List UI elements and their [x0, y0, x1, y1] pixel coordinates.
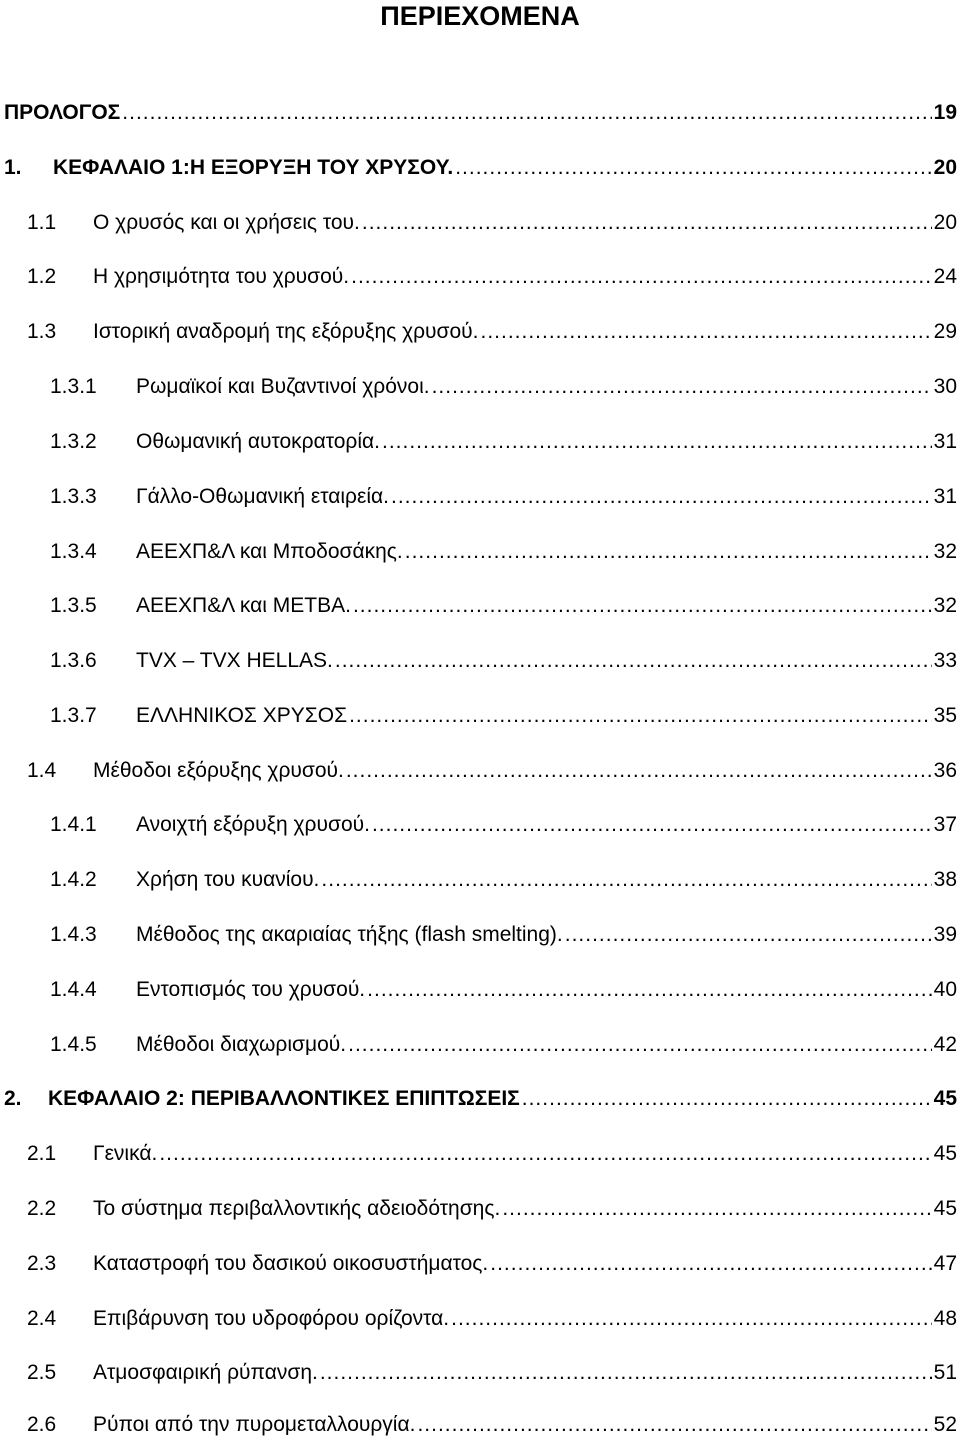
- toc-entry-chapter-1[interactable]: [4, 151, 957, 181]
- toc-entry-page: 31: [933, 430, 957, 453]
- toc-entry-page: 32: [933, 594, 957, 617]
- dot-leader: [346, 758, 932, 784]
- toc-entry-number: 1.3.1: [50, 375, 97, 398]
- toc-entry-page: 45: [933, 1087, 957, 1110]
- toc-entry-title: ΑΕΕΧΠ&Λ και ΜΕΤΒΑ.: [136, 594, 351, 617]
- dot-leader: [522, 1086, 932, 1112]
- toc-entry-title: TVX – TVX HELLAS.: [136, 649, 333, 672]
- toc-entry-page: 52: [933, 1413, 957, 1436]
- dot-leader: [351, 264, 932, 290]
- toc-entry-page: 40: [933, 978, 957, 1001]
- toc-entry-number: 2.: [4, 1087, 22, 1110]
- toc-entry-number: 1.2: [27, 265, 57, 288]
- toc-entry-2-6[interactable]: [27, 1408, 957, 1438]
- dot-leader: [455, 155, 931, 181]
- toc-entry-number: 2.4: [27, 1307, 57, 1330]
- toc-entry-page: 24: [933, 265, 957, 288]
- toc-entry-1-2[interactable]: [27, 260, 957, 290]
- toc-entry-chapter-2[interactable]: [4, 1082, 957, 1112]
- toc-entry-page: 38: [933, 868, 957, 891]
- toc-entry-2-3[interactable]: [27, 1247, 957, 1277]
- toc-entry-page: 20: [933, 211, 957, 234]
- toc-entry-title: Ρύποι από την πυρομεταλλουργία.: [93, 1413, 416, 1436]
- toc-entry-1-4-1[interactable]: [50, 808, 957, 838]
- toc-entry-1-1[interactable]: [27, 206, 957, 236]
- toc-entry-number: 1.3.5: [50, 594, 97, 617]
- toc-entry-number: 1.4.3: [50, 923, 97, 946]
- toc-entry-title: Το σύστημα περιβαλλοντικής αδειοδότησης.: [93, 1197, 501, 1220]
- toc-entry-title: Οθωμανική αυτοκρατορία.: [136, 430, 380, 453]
- toc-entry-title: Μέθοδος της ακαριαίας τήξης (flash smelting).: [136, 923, 563, 946]
- toc-entry-title: ΑΕΕΧΠ&Λ και Μποδοσάκης.: [136, 540, 403, 563]
- toc-entry-number: 1.4.1: [50, 813, 97, 836]
- dot-leader: [490, 1251, 931, 1277]
- toc-entry-page: 42: [933, 1033, 957, 1056]
- dot-leader: [432, 374, 932, 400]
- dot-leader: [405, 539, 932, 565]
- dot-leader: [451, 1306, 932, 1332]
- toc-entry-page: 51: [933, 1361, 957, 1384]
- toc-entry-number: 1.3.4: [50, 540, 97, 563]
- toc-entry-page: 32: [933, 540, 957, 563]
- toc-entry-title: Εντοπισμός του χρυσού.: [136, 978, 366, 1001]
- toc-entry-page: 45: [933, 1197, 957, 1220]
- toc-entry-title: ΕΛΛΗΝΙΚΟΣ ΧΡΥΣΟΣ: [136, 704, 348, 727]
- toc-entry-title: Καταστροφή του δασικού οικοσυστήματος.: [93, 1252, 489, 1275]
- toc-entry-title: ΚΕΦΑΛΑΙΟ 2: ΠΕΡΙΒΑΛΛΟΝΤΙΚΕΣ ΕΠΙΠΤΩΣΕΙΣ: [48, 1087, 520, 1110]
- toc-entry-title: Ανοιχτή εξόρυξη χρυσού.: [136, 813, 370, 836]
- toc-entry-title: Ρωμαϊκοί και Βυζαντινοί χρόνοι.: [136, 375, 430, 398]
- toc-entry-number: 1.3.6: [50, 649, 97, 672]
- toc-entry-number: 1.1: [27, 211, 57, 234]
- toc-entry-number: 1.3.7: [50, 704, 97, 727]
- toc-entry-1-3[interactable]: [27, 315, 957, 345]
- dot-leader: [417, 1412, 931, 1438]
- toc-entry-title: Μέθοδοι διαχωρισμού.: [136, 1033, 347, 1056]
- dot-leader: [362, 210, 932, 236]
- dot-leader: [367, 977, 931, 1003]
- toc-entry-page: 47: [933, 1252, 957, 1275]
- dot-leader: [391, 484, 932, 510]
- toc-entry-title: ΠΡΟΛΟΓΟΣ: [4, 101, 121, 124]
- toc-entry-2-2[interactable]: [27, 1192, 957, 1222]
- toc-entry-number: 1.4.4: [50, 978, 97, 1001]
- dot-leader: [349, 703, 932, 729]
- toc-entry-title: Χρήση του κυανίου.: [136, 868, 320, 891]
- toc-entry-page: 29: [933, 320, 957, 343]
- toc-entry-title: Ο χρυσός και οι χρήσεις του.: [93, 211, 360, 234]
- toc-entry-1-3-1[interactable]: [50, 370, 957, 400]
- toc-entry-number: 1.3.2: [50, 430, 97, 453]
- toc-entry-number: 1.: [4, 156, 22, 179]
- dot-leader: [372, 812, 932, 838]
- toc-entry-page: 19: [933, 101, 957, 124]
- dot-leader: [321, 867, 931, 893]
- toc-entry-page: 30: [933, 375, 957, 398]
- toc-entry-number: 2.2: [27, 1197, 57, 1220]
- toc-entry-1-4-2[interactable]: [50, 863, 957, 893]
- toc-entry-page: 33: [933, 649, 957, 672]
- dot-leader: [353, 593, 932, 619]
- page-title: ΠΕΡΙΕΧΟΜΕΝΑ: [380, 1, 580, 31]
- toc-entry-title: Γενικά.: [93, 1142, 158, 1165]
- toc-entry-number: 2.5: [27, 1361, 57, 1384]
- toc-entry-title: Ατμοσφαιρική ρύπανση.: [93, 1361, 318, 1384]
- dot-leader: [565, 922, 932, 948]
- toc-entry-1-3-5[interactable]: [50, 589, 957, 619]
- dot-leader: [159, 1141, 931, 1167]
- toc-entry-1-4-3[interactable]: [50, 918, 957, 948]
- toc-entry-2-1[interactable]: [27, 1137, 957, 1167]
- toc-entry-1-3-3[interactable]: [50, 480, 957, 510]
- toc-entry-title: Επιβάρυνση του υδροφόρου ορίζοντα.: [93, 1307, 450, 1330]
- toc-entry-number: 2.1: [27, 1142, 57, 1165]
- toc-entry-2-4[interactable]: [27, 1302, 957, 1332]
- toc-entry-title: ΚΕΦΑΛΑΙΟ 1:Η ΕΞΟΡΥΞΗ ΤΟΥ ΧΡΥΣΟΥ.: [53, 156, 454, 179]
- toc-entry-number: 1.4: [27, 759, 57, 782]
- toc-entry-page: 45: [933, 1142, 957, 1165]
- toc-entry-page: 35: [933, 704, 957, 727]
- toc-entry-1-4[interactable]: [27, 754, 957, 784]
- toc-entry-number: 2.6: [27, 1413, 57, 1436]
- toc-entry-title: Γάλλο-Οθωμανική εταιρεία.: [136, 485, 390, 508]
- toc-entry-page: 48: [933, 1307, 957, 1330]
- toc-entry-page: 39: [933, 923, 957, 946]
- dot-leader: [481, 319, 932, 345]
- toc-entry-prologue[interactable]: [4, 96, 957, 126]
- toc-entry-page: 36: [933, 759, 957, 782]
- dot-leader: [335, 648, 932, 674]
- toc-entry-title: Ιστορική αναδρομή της εξόρυξης χρυσού.: [93, 320, 479, 343]
- dot-leader: [382, 429, 932, 455]
- toc-entry-1-4-4[interactable]: [50, 973, 957, 1003]
- toc-entry-title: Μέθοδοι εξόρυξης χρυσού.: [93, 759, 344, 782]
- toc-entry-title: Η χρησιμότητα του χρυσού.: [93, 265, 350, 288]
- toc-entry-number: 2.3: [27, 1252, 57, 1275]
- toc-entry-number: 1.4.2: [50, 868, 97, 891]
- toc-entry-2-5[interactable]: [27, 1356, 957, 1386]
- dot-leader: [320, 1360, 932, 1386]
- toc-entry-1-3-2[interactable]: [50, 425, 957, 455]
- toc-entry-page: 31: [933, 485, 957, 508]
- dot-leader: [502, 1196, 931, 1222]
- toc-entry-1-3-6[interactable]: [50, 644, 957, 674]
- toc-entry-number: 1.4.5: [50, 1033, 97, 1056]
- dot-leader: [122, 100, 931, 126]
- toc-entry-1-3-4[interactable]: [50, 535, 957, 565]
- toc-entry-1-3-7[interactable]: [50, 699, 957, 729]
- toc-entry-number: 1.3: [27, 320, 57, 343]
- toc-entry-1-4-5[interactable]: [50, 1028, 957, 1058]
- toc-entry-page: 37: [933, 813, 957, 836]
- toc-entry-page: 20: [933, 156, 957, 179]
- dot-leader: [348, 1032, 932, 1058]
- toc-entry-number: 1.3.3: [50, 485, 97, 508]
